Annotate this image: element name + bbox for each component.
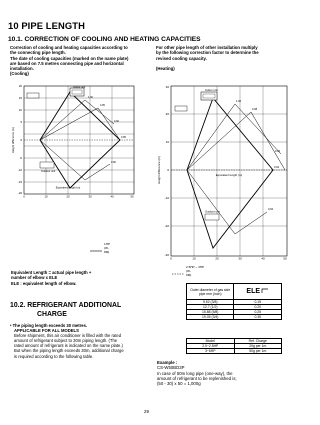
text-line: installation. bbox=[10, 66, 34, 71]
y-tick: 0 bbox=[167, 168, 169, 172]
title-line: 10.2. REFRIGERANT ADDITIONAL bbox=[10, 302, 122, 309]
line-label: 0.85 bbox=[121, 136, 126, 139]
y-tick: -20 bbox=[17, 191, 22, 195]
example-title: Example : bbox=[157, 360, 178, 365]
x-tick: 20 bbox=[66, 194, 70, 198]
section-2-title bbox=[10, 302, 121, 320]
table-row bbox=[187, 315, 282, 320]
text-line: is required according to the following table. bbox=[14, 353, 94, 359]
title-line: CHARGE bbox=[37, 310, 67, 318]
heating-caption: (Heating) bbox=[156, 66, 175, 71]
line-label: 1.00 bbox=[88, 96, 93, 99]
text-line: Equivalent Length = actual pipe length + bbox=[11, 270, 92, 275]
x-tick: 10 bbox=[192, 256, 196, 260]
text-line: The date of cooling capacities (marked on the name plate) bbox=[10, 55, 129, 61]
page-number: 29 bbox=[144, 409, 149, 414]
elbow-icon bbox=[261, 288, 269, 294]
line-label: 0.96 bbox=[275, 150, 281, 153]
table-cell: 2.0~2.5HP bbox=[187, 344, 235, 349]
table-row bbox=[187, 349, 282, 354]
section-title: 10.1. CORRECTION OF COOLING AND HEATING CAPACITIES bbox=[8, 36, 201, 43]
intro-paragraph-left bbox=[10, 45, 150, 77]
text-line: But when the piping length exceeds 30m, additional charge bbox=[14, 348, 124, 354]
legend-right-line2: (W-9M) bbox=[186, 268, 192, 277]
x-tick: 40 bbox=[110, 194, 114, 198]
text-line: are based on 7.5 metres connecting pipe and horizontal bbox=[10, 60, 124, 66]
cooling-x-axis-label: Equivalent length (m) bbox=[55, 186, 81, 190]
x-tick: 0 bbox=[170, 256, 172, 260]
text-line: In case of 50m long pipe (one-way), the bbox=[157, 370, 233, 376]
x-tick: 30 bbox=[88, 194, 92, 198]
cooling-outdoor-label: Outdoor unit bbox=[41, 170, 56, 173]
line-label: 0.95 bbox=[100, 104, 105, 107]
y-tick: -30 bbox=[164, 253, 169, 257]
table-cell: 3~6HP bbox=[187, 349, 235, 354]
x-tick: 20 bbox=[215, 256, 219, 260]
table-header: Model bbox=[187, 339, 235, 344]
y-tick: -10 bbox=[164, 196, 169, 200]
text-line: Correction of cooling and heating capacities according to bbox=[10, 45, 128, 50]
refrigerant-charge-text bbox=[10, 323, 145, 359]
line-label: 0.90 bbox=[114, 120, 119, 123]
legend-left-line2: (W-8M) bbox=[104, 245, 110, 254]
table-cell: 0.25 bbox=[234, 310, 282, 315]
legend-right-line1: 2.5HP ~ 3HP bbox=[186, 265, 205, 269]
x-tick: 0 bbox=[23, 194, 25, 198]
solid-line-icon bbox=[90, 247, 102, 255]
table-cell: 15.88 (5/8) bbox=[187, 310, 234, 315]
table-cell: 0.20 bbox=[234, 305, 282, 310]
table-cell: 0.15 bbox=[234, 300, 282, 305]
y-tick: 5 bbox=[20, 120, 22, 124]
y-tick: -5 bbox=[19, 156, 22, 160]
cooling-caption: (Cooling) bbox=[10, 71, 29, 77]
heating-x-axis-label: Equivalent length (m) bbox=[215, 173, 243, 177]
text-line: amount of refrigerant subject to 30m piping length. (The bbox=[14, 338, 118, 344]
table-header: Ref. Charge bbox=[234, 339, 281, 344]
legend-left-line1: 1HP bbox=[104, 242, 111, 246]
x-tick: 40 bbox=[261, 256, 265, 260]
y-tick: -10 bbox=[17, 168, 22, 172]
table-cell: 19.05 (3/4) bbox=[187, 315, 234, 320]
x-tick: 30 bbox=[238, 256, 242, 260]
line-label: 1.00 bbox=[236, 100, 242, 103]
bullet-subheading: APPLICABLE FOR ALL MODELS bbox=[14, 328, 79, 334]
table-cell: 9.52 (3/8) bbox=[187, 300, 234, 305]
x-tick: 50 bbox=[130, 194, 134, 198]
legend-key-left bbox=[90, 242, 111, 260]
cooling-indoor-label: Indoor unit bbox=[73, 86, 86, 89]
line-label: 0.80 bbox=[111, 161, 116, 164]
refrigerant-charge-table bbox=[186, 338, 282, 354]
legend-key-right bbox=[172, 265, 205, 283]
bullet-heading: • The piping length exceeds 30 metres. bbox=[10, 323, 88, 328]
y-tick: 20 bbox=[165, 112, 169, 116]
intro-paragraph-right bbox=[156, 45, 296, 71]
text-line: CS-W50BD3P bbox=[157, 365, 185, 371]
y-tick: 10 bbox=[18, 108, 22, 112]
example-block bbox=[157, 360, 297, 386]
ele-table-header: Outer diameter of gas side pipe mm (inch) bbox=[187, 284, 234, 300]
ele-label: ELE bbox=[246, 288, 261, 295]
line-label: 0.98 bbox=[252, 108, 258, 111]
text-line: (50 - 30) x 50 = 1,000g bbox=[157, 381, 201, 387]
y-tick: -15 bbox=[17, 180, 22, 184]
heating-outdoor-label: Outdoor unit bbox=[205, 210, 220, 214]
table-cell: 20g per 1m bbox=[234, 344, 281, 349]
table-cell: 12.7 (1/2) bbox=[187, 305, 234, 310]
equivalent-length-definition bbox=[11, 270, 146, 286]
heating-y-axis-label: Height difference (m) bbox=[157, 156, 161, 184]
text-line: For other pipe length of other installation multiply bbox=[156, 45, 258, 50]
y-tick: 0 bbox=[20, 138, 22, 142]
table-cell: 0.35 bbox=[234, 315, 282, 320]
text-line: amount of refrigerant to be replenished is; bbox=[157, 375, 237, 381]
heating-indoor-label: Indoor unit bbox=[205, 89, 218, 92]
heating-correction-chart bbox=[155, 84, 291, 260]
text-line: revised cooling capacity. bbox=[156, 55, 207, 61]
text-line: Before shipment, this air conditioner is filled with the rated bbox=[14, 333, 122, 339]
dashed-line-icon bbox=[172, 270, 184, 278]
line-label: 0.94 bbox=[274, 166, 280, 169]
y-tick: 20 bbox=[18, 84, 22, 88]
line-label: 0.92 bbox=[268, 208, 274, 211]
y-tick: 10 bbox=[165, 140, 169, 144]
text-line: the connecting pipe length. bbox=[10, 50, 66, 56]
text-line: by the following correction factor to determine the bbox=[156, 50, 259, 56]
x-tick: 10 bbox=[44, 194, 48, 198]
cooling-y-axis-label: Height difference (m) bbox=[11, 126, 15, 154]
table-cell: 50g per 1m bbox=[234, 349, 281, 354]
text-line: number of elbow x ELE bbox=[11, 275, 58, 281]
text-line: rated amount of refrigerant is indicated on the name plate.) bbox=[14, 343, 123, 349]
y-tick: 15 bbox=[18, 96, 22, 100]
page-heading: 10 PIPE LENGTH bbox=[8, 20, 85, 31]
ele-table-ele-header bbox=[234, 284, 282, 300]
y-tick: 30 bbox=[165, 85, 169, 89]
ele-table bbox=[186, 283, 282, 320]
x-tick: 50 bbox=[283, 256, 287, 260]
text-line: ELE : equivalent length of elbow. bbox=[11, 280, 77, 286]
cooling-correction-chart bbox=[10, 84, 138, 198]
y-tick: -20 bbox=[164, 224, 169, 228]
